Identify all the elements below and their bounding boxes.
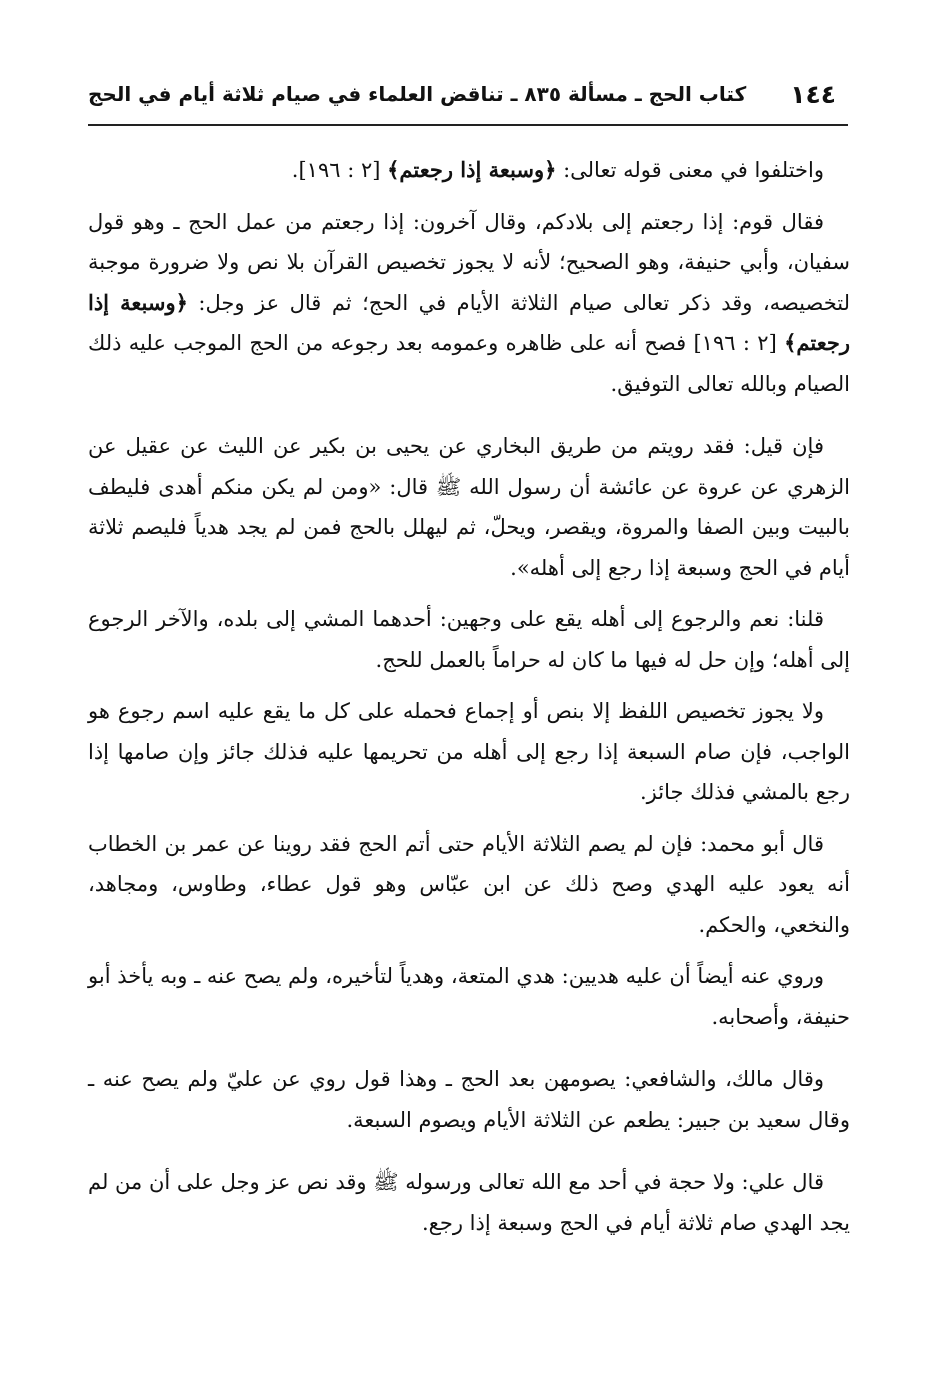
paragraph-1 bbox=[88, 150, 850, 191]
paragraph-text: فقال قوم: إذا رجعتم إلى بلادكم، وقال آخرون: إذا رجعتم من عمل الحج ـ وهو قول سفيان، وأبي حنيفة، وهو الصحيح؛ لأنه لا يجوز تخصيص القرآن بلا نص ولا ضرورة موجبة لتخصيصه، وقد ذكر تعالى صيام الثلاثة الأيام في الحج؛ ثم قال عز وجل: bbox=[88, 209, 850, 315]
body-text bbox=[88, 150, 850, 1254]
paragraph-text: ولا يجوز تخصيص اللفظ إلا بنص أو إجماع فحمله على كل ما يقع عليه اسم رجوع هو الواجب، فإن صام السبعة إذا رجع إلى أهله من تحريمها عليه فذلك جائز وإن صامها إذا رجع بالمشي فذلك جائز. bbox=[88, 699, 850, 804]
paragraph-text: قال أبو محمد: فإن لم يصم الثلاثة الأيام حتى أتم الحج فقد روينا عن عمر بن الخطاب أنه يعود عليه الهدي وصح ذلك عن ابن عبّاس وهو قول عطاء، وطاوس، ومجاهد، والنخعي، والحكم. bbox=[88, 831, 850, 937]
paragraph-6 bbox=[88, 824, 850, 946]
paragraph-text: وروي عنه أيضاً أن عليه هديين: هدي المتعة، وهدياً لتأخيره، ولم يصح عنه ـ وبه يأخذ أبو حنيفة، وأصحابه. bbox=[88, 964, 850, 1029]
paragraph-text: قلنا: نعم والرجوع إلى أهله يقع على وجهين: أحدهما المشي إلى بلده، والآخر الرجوع إلى أهله؛ وإن حل له فيها ما كان له حراماً بالعمل للحج. bbox=[88, 607, 850, 672]
paragraph-4 bbox=[88, 599, 850, 680]
paragraph-text: [٢ : ١٩٦]. bbox=[291, 158, 388, 182]
page-number: ١٤٤ bbox=[790, 80, 836, 109]
paragraph-8 bbox=[88, 1059, 850, 1140]
quran-verse: ﴿وسبعة إذا رجعتم﴾ bbox=[88, 289, 850, 355]
paragraph-2 bbox=[88, 202, 850, 405]
header-divider bbox=[88, 124, 848, 126]
paragraph-text: [٢ : ١٩٦] فصح أنه على ظاهره وعمومه بعد رجوعه من الحج الموجب عليه ذلك الصيام وبالله تعالى التوفيق. bbox=[88, 331, 850, 396]
paragraph-5 bbox=[88, 691, 850, 813]
paragraph-7 bbox=[88, 956, 850, 1037]
paragraph-9 bbox=[88, 1162, 850, 1243]
quran-verse: ﴿وسبعة إذا رجعتم﴾ bbox=[387, 157, 557, 182]
page-header bbox=[88, 78, 850, 118]
running-title: كتاب الحج ـ مسألة ٨٣٥ ـ تناقض العلماء في صيام ثلاثة أيام في الحج bbox=[88, 82, 747, 106]
paragraph-text: فإن قيل: فقد رويتم من طريق البخاري عن يحيى بن بكير عن الليث عن عقيل عن الزهري عن عروة عن عائشة أن رسول الله ﷺ قال: «ومن لم يكن منكم أهدى فليطف بالبيت وبين الصفا والمروة، ويقصر، ويحلّ، ثم ليهلل بالحج فمن لم يجد هدياً فليصم ثلاثة أيام في الحج وسبعة إذا رجع إلى أهله». bbox=[88, 434, 850, 580]
paragraph-3 bbox=[88, 426, 850, 588]
paragraph-text: واختلفوا في معنى قوله تعالى: bbox=[556, 158, 824, 182]
paragraph-text: وقال مالك، والشافعي: يصومهن بعد الحج ـ وهذا قول روي عن عليّ ولم يصح عنه ـ وقال سعيد بن جبير: يطعم عن الثلاثة الأيام ويصوم السبعة. bbox=[88, 1067, 850, 1132]
paragraph-text: قال علي: ولا حجة في أحد مع الله تعالى ورسوله ﷺ وقد نص عز وجل على أن من لم يجد الهدي صام ثلاثة أيام في الحج وسبعة إذا رجع. bbox=[88, 1170, 850, 1235]
